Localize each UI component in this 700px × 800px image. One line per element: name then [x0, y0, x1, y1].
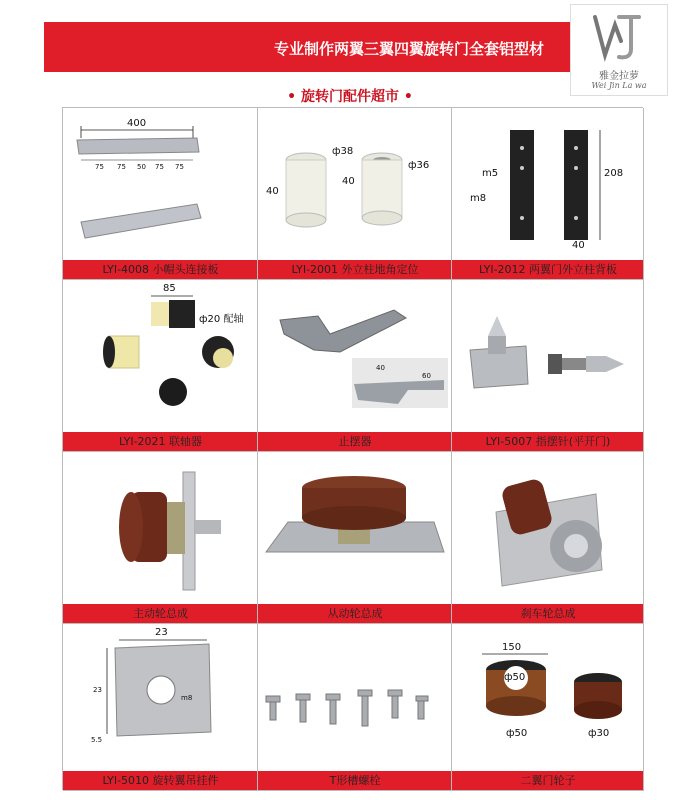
- caption-brake-wheel: 刹车轮总成: [452, 604, 644, 624]
- dim-backplate-m5: m5: [482, 168, 499, 179]
- brake-wheel-image: [452, 452, 644, 602]
- product-card-brake-wheel[interactable]: [452, 452, 644, 624]
- guide-pin-image: [452, 280, 644, 430]
- section-subtitle: • 旋转门配件超市 •: [287, 89, 413, 105]
- dim-plate-spacing-4: 75: [155, 163, 164, 171]
- dim-hanger-width: 23: [155, 627, 168, 638]
- swing-stopper-image: [258, 280, 452, 430]
- dim-locator-height-2: 40: [342, 176, 355, 187]
- caption-guide-pin: LYI-5007 指摆针(平开门): [452, 432, 644, 452]
- caption-connecting-plate: LYI-4008 小帽头连接板: [63, 260, 258, 280]
- dim-locator-diameter-2: ф36: [408, 160, 430, 171]
- product-card-connecting-plate[interactable]: [63, 108, 258, 280]
- foot-locator-image: [258, 108, 452, 258]
- caption-back-plate: LYI-2012 两翼门外立柱背板: [452, 260, 644, 280]
- dim-plate-spacing-3: 50: [137, 163, 146, 171]
- driven-wheel-image: [258, 452, 452, 602]
- connecting-plate-image: [63, 108, 258, 258]
- dim-hanger-thread: m8: [181, 694, 193, 702]
- door-wheel-image: [452, 624, 644, 774]
- logo-chinese-name: 雅金拉萝: [599, 71, 639, 82]
- dim-stopper-a: 40: [376, 364, 385, 372]
- dim-backplate-width: 40: [572, 240, 585, 251]
- caption-coupling: LYI-2021 联轴器: [63, 432, 258, 452]
- drive-wheel-image: [63, 452, 258, 602]
- brand-logo: [570, 4, 668, 96]
- caption-foot-locator: LYI-2001 外立柱地角定位: [258, 260, 452, 280]
- product-card-driven-wheel[interactable]: [258, 452, 452, 624]
- product-card-back-plate[interactable]: [452, 108, 644, 280]
- caption-door-wheel: 二翼门轮子: [452, 771, 644, 791]
- product-card-coupling[interactable]: [63, 280, 258, 452]
- caption-hanger: LYI-5010 旋转翼吊挂件: [63, 771, 258, 791]
- caption-driven-wheel: 从动轮总成: [258, 604, 452, 624]
- dim-plate-spacing-5: 75: [175, 163, 184, 171]
- product-card-door-wheel[interactable]: [452, 624, 644, 791]
- dim-hanger-height: 23: [93, 686, 102, 694]
- t-bolt-image: [258, 624, 452, 774]
- dim-locator-diameter-1: ф38: [332, 146, 354, 157]
- banner-title: 专业制作两翼三翼四翼旋转门全套铝型材: [274, 40, 545, 58]
- logo-wj-icon: [591, 11, 647, 63]
- caption-drive-wheel: 主动轮总成: [63, 604, 258, 624]
- header-banner: [44, 22, 656, 72]
- caption-swing-stopper: 止摆器: [258, 432, 452, 452]
- hanger-image: [63, 624, 258, 774]
- dim-backplate-height: 208: [604, 168, 624, 179]
- dim-hanger-thickness: 5.5: [91, 736, 103, 744]
- dim-wheel-d2: ф50: [506, 728, 528, 739]
- caption-t-bolt: T形槽螺栓: [258, 771, 452, 791]
- dim-wheel-d3: ф30: [588, 728, 610, 739]
- dim-coupling-length: 85: [163, 283, 176, 294]
- dim-wheel-outer: 150: [502, 642, 522, 653]
- dim-stopper-b: 60: [422, 372, 431, 380]
- product-card-foot-locator[interactable]: [258, 108, 452, 280]
- back-plate-image: [452, 108, 644, 258]
- product-card-hanger[interactable]: [63, 624, 258, 791]
- product-card-t-bolt[interactable]: [258, 624, 452, 791]
- dim-plate-length: 400: [127, 118, 147, 129]
- coupling-image: [63, 280, 258, 430]
- logo-english-name: Wei Jin La wa: [591, 81, 647, 90]
- dim-locator-height-1: 40: [266, 186, 279, 197]
- dim-coupling-axis: ф20 配轴: [199, 314, 244, 325]
- dim-plate-spacing-1: 75: [95, 163, 104, 171]
- product-grid: [62, 107, 643, 790]
- product-card-guide-pin[interactable]: [452, 280, 644, 452]
- product-card-swing-stopper[interactable]: [258, 280, 452, 452]
- dim-wheel-d1: ф50: [504, 672, 526, 683]
- product-card-drive-wheel[interactable]: [63, 452, 258, 624]
- dim-backplate-m8: m8: [470, 193, 487, 204]
- dim-plate-spacing-2: 75: [117, 163, 126, 171]
